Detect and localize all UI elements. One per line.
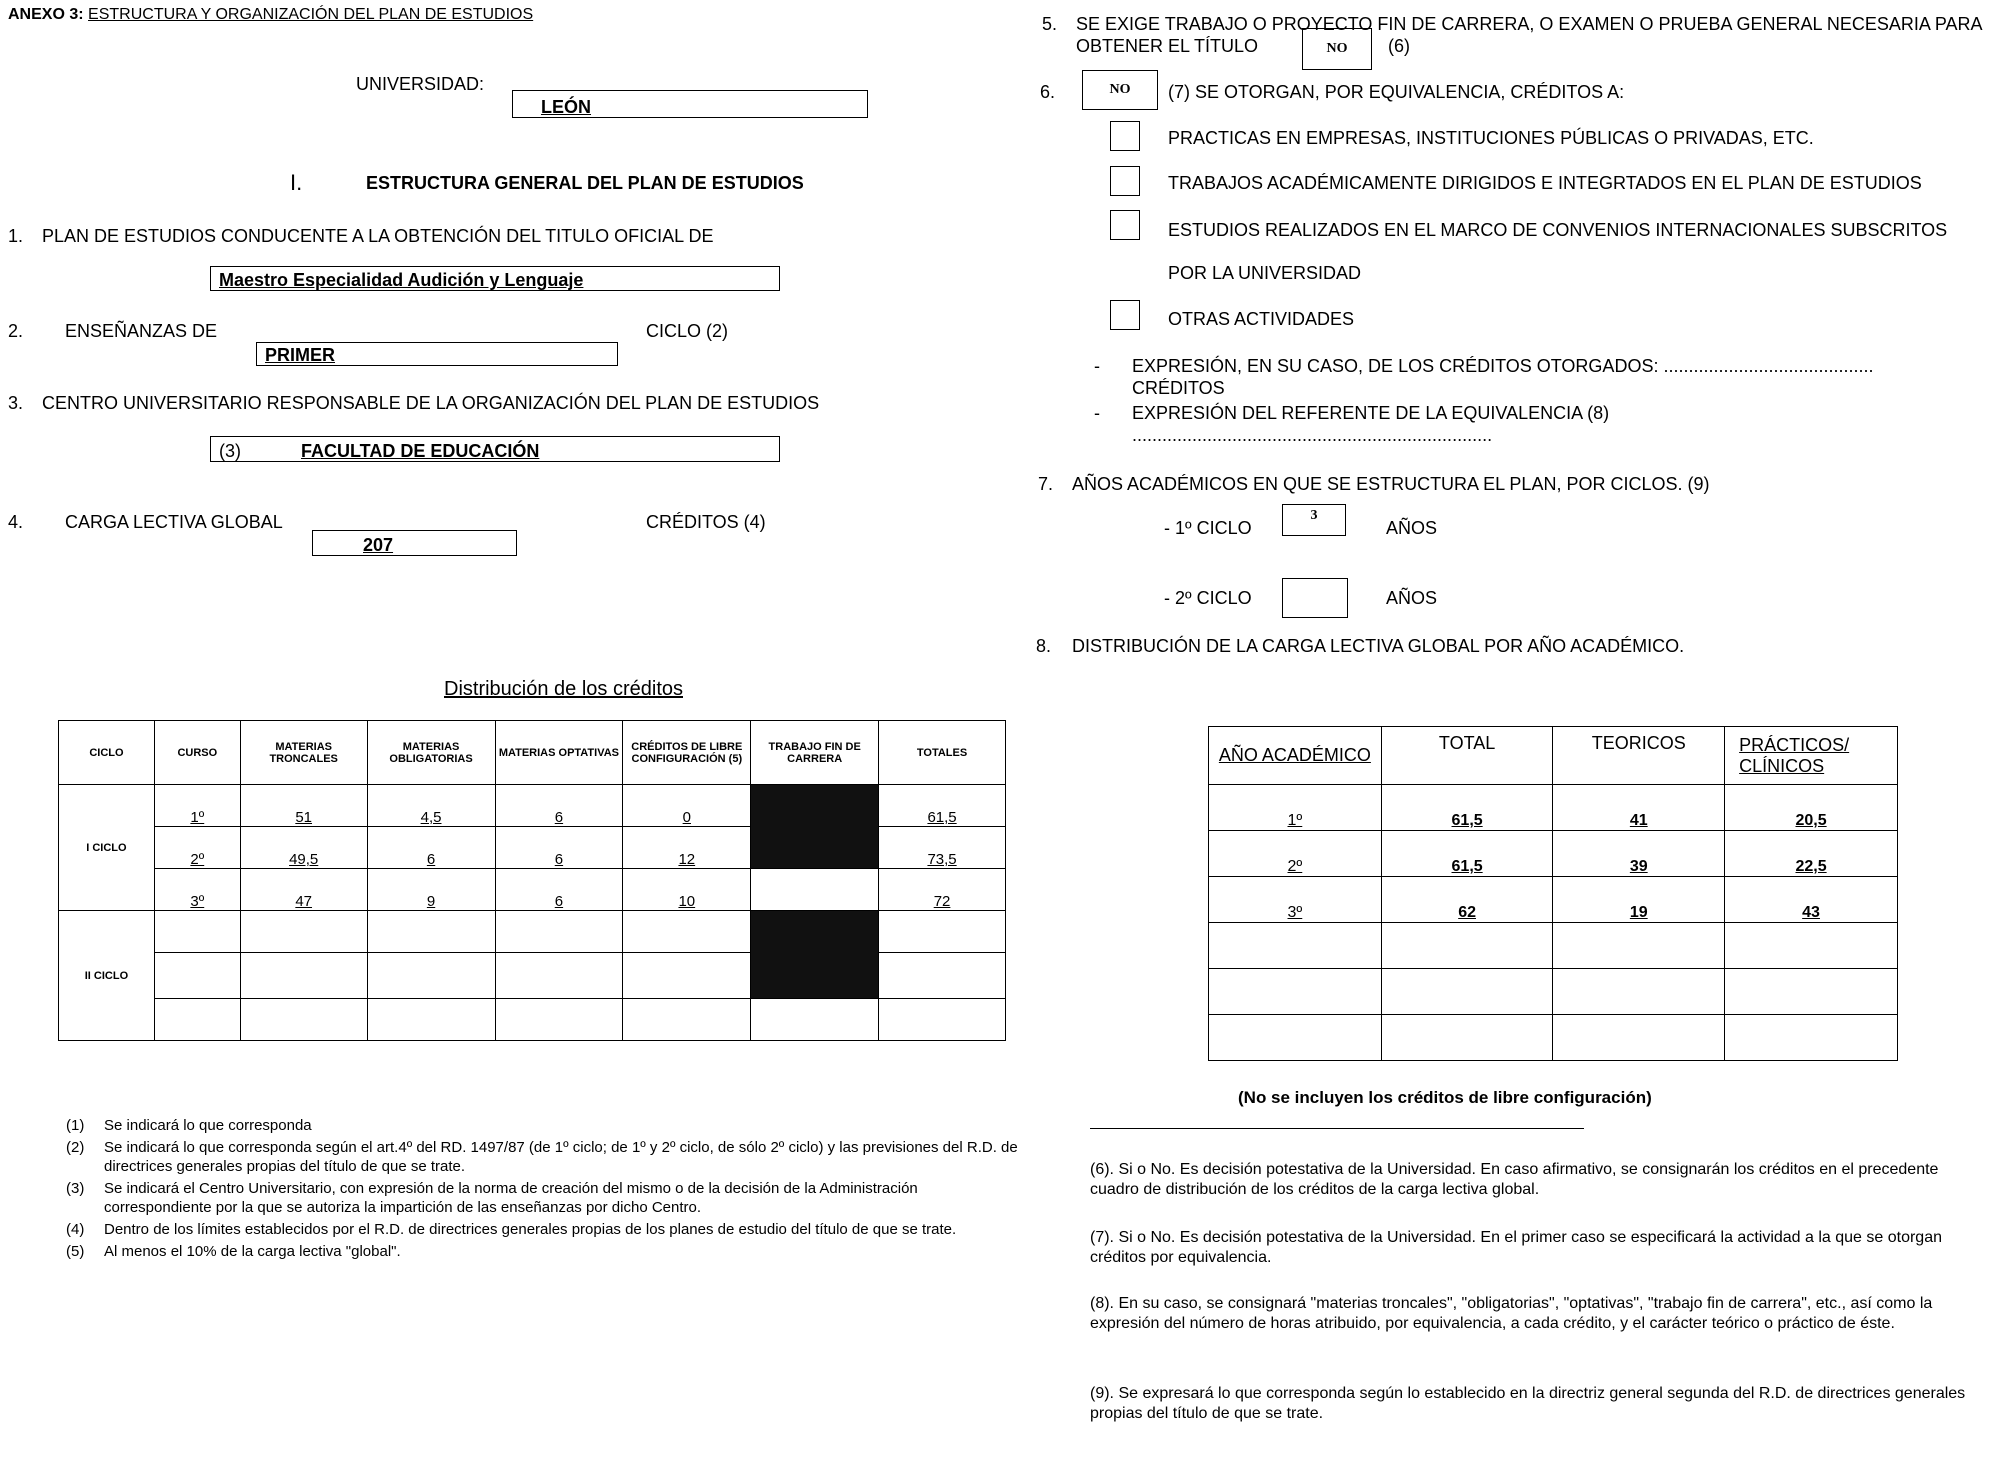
header-practicos: PRÁCTICOS/ CLÍNICOS	[1725, 727, 1898, 785]
cell-obligatorias-1: 4,5	[367, 785, 495, 827]
empty-cell	[1553, 969, 1725, 1015]
bullet-dash: -	[1094, 403, 1100, 423]
header-optativas: MATERIAS OPTATIVAS	[495, 721, 623, 785]
header-totales: TOTALES	[879, 721, 1006, 785]
empty-cell	[1725, 969, 1898, 1015]
footnotes-left	[66, 1116, 1026, 1264]
credits-table	[58, 720, 1006, 1041]
year-header-row	[1209, 727, 1898, 785]
cell-troncales-2: 49,5	[240, 827, 367, 869]
empty-cell	[1725, 1015, 1898, 1061]
item-2-text: ENSEÑANZAS DE	[65, 321, 218, 341]
item-1-text: PLAN DE ESTUDIOS CONDUCENTE A LA OBTENCIÓN DEL TITULO OFICIAL DE	[42, 226, 714, 246]
university-field	[512, 90, 868, 118]
empty-cell	[1209, 969, 1382, 1015]
item-4-suffix: CRÉDITOS (4)	[646, 512, 766, 532]
footnote	[66, 1242, 1026, 1261]
cell-practicos-year-2: 22,5	[1725, 831, 1898, 877]
cell-year-2: 2º	[1209, 831, 1382, 877]
option-estudios-line1: ESTUDIOS REALIZADOS EN EL MARCO DE CONVENIOS INTERNACIONALES SUBSCRITOS	[1168, 220, 1948, 240]
checkbox-trabajos[interactable]	[1110, 166, 1140, 196]
item-8-text: DISTRIBUCIÓN DE LA CARGA LECTIVA GLOBAL POR AÑO ACADÉMICO.	[1072, 636, 1685, 656]
annex-heading	[8, 6, 533, 24]
cell-total-year-2: 61,5	[1381, 831, 1553, 877]
empty-cell	[495, 953, 623, 999]
table-row	[1209, 1015, 1898, 1061]
load-value: 207	[363, 535, 394, 555]
load-field	[312, 530, 517, 556]
footnote-number: (4)	[66, 1221, 85, 1238]
annex-title: ESTRUCTURA Y ORGANIZACIÓN DEL PLAN DE ESTUDIOS	[88, 6, 534, 23]
footnote-number: (2)	[66, 1139, 85, 1156]
empty-cell	[240, 999, 367, 1041]
cell-troncales-1: 51	[240, 785, 367, 827]
table-row	[1209, 923, 1898, 969]
item-8-number: 8.	[1036, 636, 1052, 656]
ciclo-2-label: II CICLO	[59, 911, 155, 1041]
item-2-suffix: CICLO (2)	[646, 321, 729, 341]
table-row	[1209, 831, 1898, 877]
cell-total-1: 61,5	[879, 785, 1006, 827]
option-practicas: PRACTICAS EN EMPRESAS, INSTITUCIONES PÚBLICAS O PRIVADAS, ETC.	[1168, 128, 1814, 148]
bullet-2-line1: EXPRESIÓN DEL REFERENTE DE LA EQUIVALENCIA (8)	[1132, 403, 1610, 423]
center-prefix: (3)	[219, 441, 241, 461]
empty-cell	[1381, 969, 1553, 1015]
table-row	[59, 869, 1006, 911]
empty-cell	[879, 999, 1006, 1041]
footnote-divider	[1090, 1128, 1584, 1129]
header-obligatorias: MATERIAS OBLIGATORIAS	[367, 721, 495, 785]
footnote-9: (9). Se expresará lo que corresponda según lo establecido en la directriz general segunda del R.D. de directrices generales propias del título de que se trate.	[1090, 1385, 1966, 1422]
cell-practicos-year-1: 20,5	[1725, 785, 1898, 831]
cell-trabajo-ciclo2-shaded	[751, 911, 879, 999]
empty-cell	[240, 953, 367, 999]
empty-cell	[367, 953, 495, 999]
empty-cell	[879, 953, 1006, 999]
empty-cell	[1725, 923, 1898, 969]
cell-libre-3: 10	[623, 869, 751, 911]
footnote	[66, 1179, 1026, 1217]
center-value: FACULTAD DE EDUCACIÓN	[301, 441, 540, 461]
empty-cell	[495, 999, 623, 1041]
footnote-number: (5)	[66, 1243, 85, 1260]
footnote	[66, 1116, 1026, 1135]
credits-table-title: Distribución de los créditos	[444, 678, 683, 700]
section-title: ESTRUCTURA GENERAL DEL PLAN DE ESTUDIOS	[366, 173, 804, 193]
item-4-text: CARGA LECTIVA GLOBAL	[65, 512, 283, 532]
item-2-number: 2.	[8, 321, 24, 341]
cell-optativas-2: 6	[495, 827, 623, 869]
item-4-number: 4.	[8, 512, 24, 532]
item-5-line1: SE EXIGE TRABAJO O PROYECTO FIN DE CARRERA, O EXAMEN O PRUEBA GENERAL NECESARIA PARA	[1076, 14, 1983, 34]
footnote-text: Se indicará lo que corresponda	[104, 1117, 312, 1134]
header-total: TOTAL	[1381, 727, 1553, 785]
footnote	[66, 1138, 1026, 1176]
empty-cell	[623, 999, 751, 1041]
cycle-2-years-box	[1282, 578, 1348, 618]
cell-teoricos-year-1: 41	[1553, 785, 1725, 831]
empty-cell	[367, 911, 495, 953]
item-7-text: AÑOS ACADÉMICOS EN QUE SE ESTRUCTURA EL PLAN, POR CICLOS. (9)	[1072, 474, 1710, 494]
cell-teoricos-year-2: 39	[1553, 831, 1725, 877]
footnote-text: Dentro de los límites establecidos por el R.D. de directrices generales propias de los planes de estudio del título de que se trate.	[104, 1221, 957, 1238]
footnote	[66, 1220, 1026, 1239]
table-row	[59, 999, 1006, 1041]
empty-cell	[240, 911, 367, 953]
cell-total-3: 72	[879, 869, 1006, 911]
empty-cell	[1381, 1015, 1553, 1061]
item-5-note: (6)	[1388, 36, 1410, 56]
bullet-1-line2: CRÉDITOS	[1132, 378, 1225, 398]
checkbox-practicas[interactable]	[1110, 121, 1140, 151]
section-number: I.	[290, 170, 303, 195]
footnote-text: Se indicará el Centro Universitario, con expresión de la norma de creación del mismo o de la decisión de la Administración correspondiente por la que se autoriza la impartición de las enseñanzas por dicho Centro.	[104, 1180, 918, 1216]
header-ciclo: CICLO	[59, 721, 155, 785]
credits-header-row	[59, 721, 1006, 785]
cell-obligatorias-3: 9	[367, 869, 495, 911]
table-row	[59, 911, 1006, 953]
header-curso: CURSO	[154, 721, 240, 785]
degree-field	[210, 266, 780, 291]
option-trabajos: TRABAJOS ACADÉMICAMENTE DIRIGIDOS E INTEGRTADOS EN EL PLAN DE ESTUDIOS	[1168, 173, 1922, 193]
annex-label: ANEXO 3:	[8, 6, 84, 23]
cell-libre-2: 12	[623, 827, 751, 869]
cell-optativas-1: 6	[495, 785, 623, 827]
cycle-1-label: - 1º CICLO	[1164, 518, 1252, 538]
cycle-1-years-value: 3	[1310, 508, 1318, 523]
cycle-1-years-box	[1282, 504, 1346, 536]
item-3-text: CENTRO UNIVERSITARIO RESPONSABLE DE LA ORGANIZACIÓN DEL PLAN DE ESTUDIOS	[42, 393, 820, 413]
cell-year-1: 1º	[1209, 785, 1382, 831]
cell-curso-3: 3º	[154, 869, 240, 911]
table-row	[59, 785, 1006, 827]
empty-cell	[495, 911, 623, 953]
header-teoricos: TEORICOS	[1553, 727, 1725, 785]
cycle-2-years-label: AÑOS	[1386, 588, 1438, 608]
equivalence-value: NO	[1109, 82, 1131, 97]
empty-cell	[154, 999, 240, 1041]
cell-trabajo-1-2-shaded	[751, 785, 879, 869]
year-distribution-table	[1208, 726, 1898, 1061]
degree-value: Maestro Especialidad Audición y Lenguaje	[219, 270, 584, 290]
cell-curso-2: 2º	[154, 827, 240, 869]
cycle-2-label: - 2º CICLO	[1164, 588, 1252, 608]
checkbox-estudios[interactable]	[1110, 210, 1140, 240]
item-3-number: 3.	[8, 393, 24, 413]
empty-cell	[367, 999, 495, 1041]
item-6-text: (7) SE OTORGAN, POR EQUIVALENCIA, CRÉDITOS A:	[1168, 82, 1625, 102]
cycle-1-years-label: AÑOS	[1386, 518, 1438, 538]
header-troncales: MATERIAS TRONCALES	[240, 721, 367, 785]
university-value: LEÓN	[541, 97, 592, 117]
ciclo-1-label: I CICLO	[59, 785, 155, 911]
equivalence-box	[1082, 70, 1158, 110]
empty-cell	[154, 953, 240, 999]
project-required-value: NO	[1326, 41, 1348, 56]
cell-total-year-1: 61,5	[1381, 785, 1553, 831]
empty-cell	[623, 911, 751, 953]
empty-cell	[154, 911, 240, 953]
cycle-field	[256, 342, 618, 366]
cell-year-3: 3º	[1209, 877, 1382, 923]
cell-total-2: 73,5	[879, 827, 1006, 869]
cell-troncales-3: 47	[240, 869, 367, 911]
cell-obligatorias-2: 6	[367, 827, 495, 869]
bullet-dash: -	[1094, 356, 1100, 376]
cell-libre-1: 0	[623, 785, 751, 827]
item-5-line2: OBTENER EL TÍTULO	[1076, 36, 1259, 56]
cell-curso-1: 1º	[154, 785, 240, 827]
empty-cell	[1209, 923, 1382, 969]
cell-practicos-year-3: 43	[1725, 877, 1898, 923]
empty-cell	[1553, 1015, 1725, 1061]
item-1-number: 1.	[8, 226, 24, 246]
header-libre: CRÉDITOS DE LIBRE CONFIGURACIÓN (5)	[623, 721, 751, 785]
cell-teoricos-year-3: 19	[1553, 877, 1725, 923]
header-year: AÑO ACADÉMICO	[1209, 727, 1382, 785]
project-required-box	[1302, 28, 1372, 70]
footnote-number: (1)	[66, 1117, 85, 1134]
empty-cell	[879, 911, 1006, 953]
header-trabajo: TRABAJO FIN DE CARRERA	[751, 721, 879, 785]
bullet-2-line2: ........................................................................	[1132, 425, 1493, 445]
center-field	[210, 436, 780, 462]
empty-cell	[1553, 923, 1725, 969]
footnote-8: (8). En su caso, se consignará "materias troncales", "obligatorias", "optativas", "trabajo fin de carrera", etc., así como la expresión del número de horas atribuido, por equivalencia, a cada crédito, y el carácter teórico o práctico de éste.	[1090, 1295, 1933, 1332]
footnote-text: Se indicará lo que corresponda según el art.4º del RD. 1497/87 (de 1º ciclo; de 1º y 2º ciclo, de sólo 2º ciclo) y las previsiones del R.D. de directrices generales propias del título de que se trate.	[104, 1139, 1018, 1175]
footnote-7: (7). Si o No. Es decisión potestativa de la Universidad. En el primer caso se especificará la actividad a la que se otorgan créditos por equivalencia.	[1090, 1229, 1942, 1266]
option-estudios-line2: POR LA UNIVERSIDAD	[1168, 263, 1362, 283]
empty-cell	[623, 953, 751, 999]
item-7-number: 7.	[1038, 474, 1054, 494]
table-row	[1209, 785, 1898, 831]
empty-cell	[751, 999, 879, 1041]
checkbox-otras[interactable]	[1110, 300, 1140, 330]
table-row	[1209, 969, 1898, 1015]
year-table-caption: (No se incluyen los créditos de libre configuración)	[1238, 1088, 1652, 1107]
cell-total-year-3: 62	[1381, 877, 1553, 923]
cell-trabajo-3	[751, 869, 879, 911]
table-row	[1209, 877, 1898, 923]
bullet-1-line1: EXPRESIÓN, EN SU CASO, DE LOS CRÉDITOS OTORGADOS: ..........................................	[1132, 356, 1874, 376]
cell-optativas-3: 6	[495, 869, 623, 911]
empty-cell	[1381, 923, 1553, 969]
item-6-number: 6.	[1040, 82, 1056, 102]
cycle-value: PRIMER	[265, 345, 336, 365]
option-otras: OTRAS ACTIVIDADES	[1168, 309, 1355, 329]
university-label: UNIVERSIDAD:	[356, 74, 485, 94]
footnote-number: (3)	[66, 1180, 85, 1197]
item-5-number: 5.	[1042, 14, 1058, 34]
footnote-text: Al menos el 10% de la carga lectiva "global".	[104, 1243, 401, 1260]
empty-cell	[1209, 1015, 1382, 1061]
footnote-6: (6). Si o No. Es decisión potestativa de la Universidad. En caso afirmativo, se consignarán los créditos en el precedente cuadro de distribución de los créditos de la carga lectiva global.	[1090, 1161, 1939, 1198]
